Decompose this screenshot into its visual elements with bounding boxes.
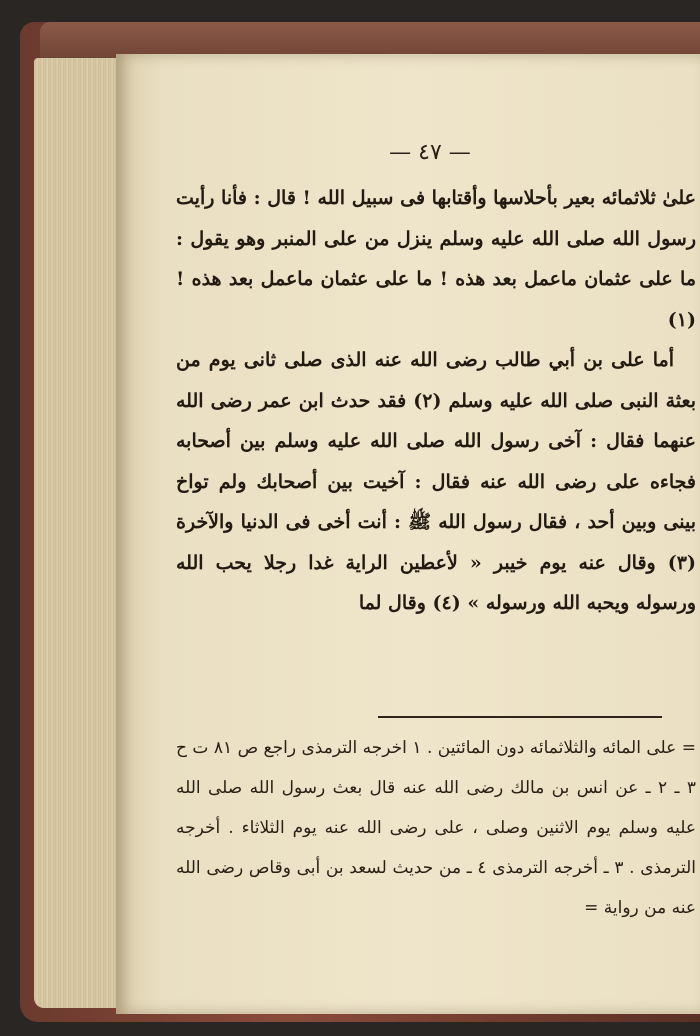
footnotes-text: = على المائه والثلاثمائه دون المائتين . ١ اخرجه الترمذى راجع ص ٨١ ت ح ٣ ـ ٢ ـ عن انس بن مالك رضى الله عنه قال بعث رسول الله صلى الله عليه وسلم يوم الاثنين وصلى ، على رضى الله عنه يوم الثلاثاء . أخرجه الترمذى . ٣ ـ أخرجه الترمذى ٤ ـ من حديث لسعد بن أبى وقاص رضى الله عنه من رواية = bbox=[176, 738, 696, 918]
paragraph-1: علىٰ ثلاثمائه بعير بأحلاسها وأقتابها فى سبيل الله ! قال : فأنا رأيت رسول الله صلى الله عليه وسلم ينزل من على المنبر وهو يقول : ما على عثمان ماعمل بعد هذه ! ما على عثمان ماعمل بعد هذه ! (١) bbox=[176, 187, 696, 331]
main-text bbox=[176, 178, 696, 624]
page-number: — ٤٧ — bbox=[389, 140, 471, 165]
page-edges bbox=[34, 58, 118, 1008]
paragraph-2: أما على بن أبي طالب رضى الله عنه الذى صلى ثانى يوم من بعثة النبى صلى الله عليه وسلم (٢) فقد حدث ابن عمر رضى الله عنهما فقال : آخى رسول الله صلى الله عليه وسلم بين أصحابه فجاءه على رضى الله عنه فقال : آخيت بين أصحابك ولم تواخ بينى وبين أحد ، فقال رسول الله ﷺ : أنت أخى فى الدنيا والآخرة (٣) وقال عنه يوم خيبر « لأعطين الراية غدا رجلا يحب الله ورسوله ويحبه الله ورسوله » (٤) وقال لما bbox=[176, 349, 696, 614]
footnote-divider bbox=[378, 716, 662, 718]
footnotes bbox=[176, 728, 696, 928]
